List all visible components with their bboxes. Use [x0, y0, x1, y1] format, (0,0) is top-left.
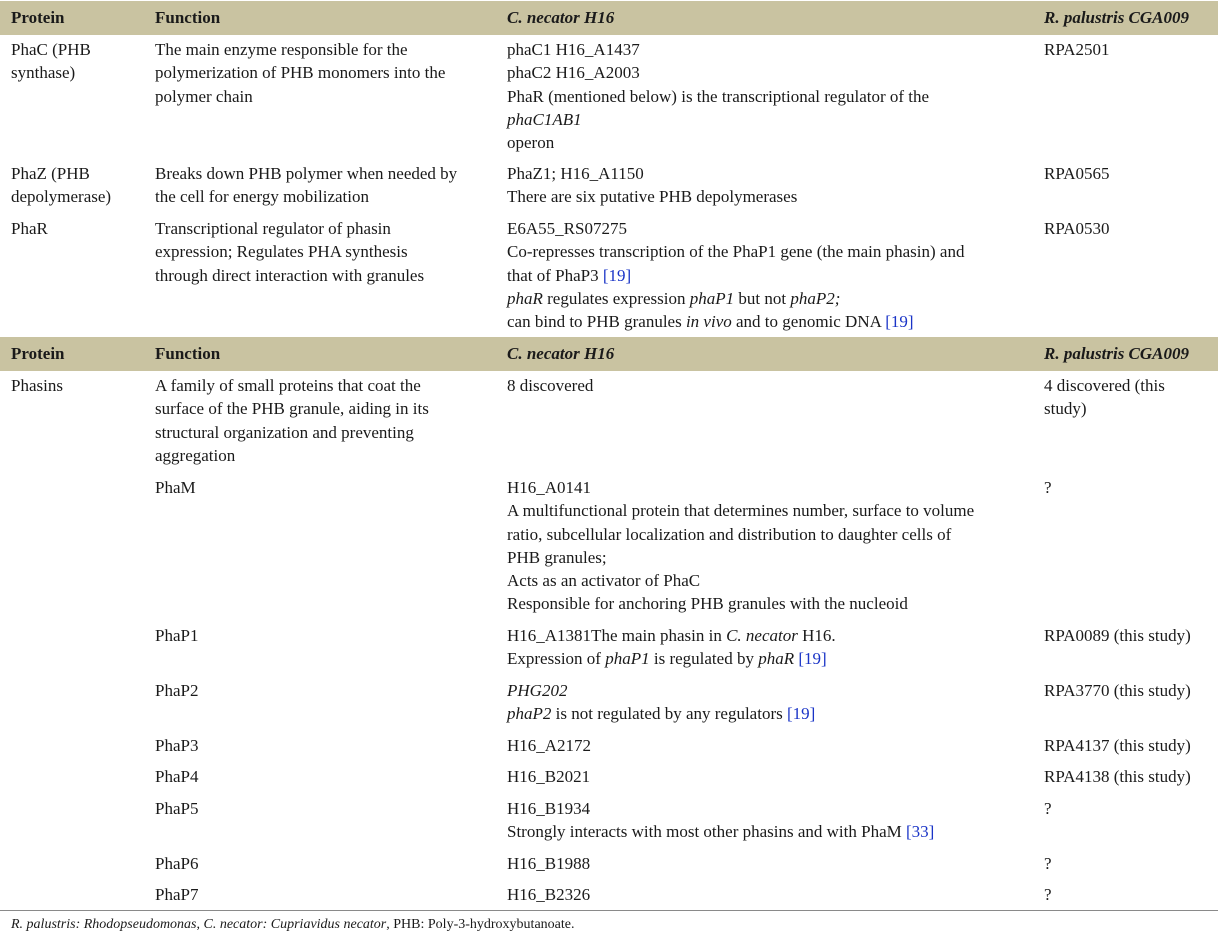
header-c-necator: C. necator H16	[507, 8, 615, 27]
cell-function-phaz: Breaks down PHB polymer when needed by the cell for energy mobilization	[155, 164, 458, 207]
cell-rpalustris-phaz: RPA0565	[1044, 164, 1110, 183]
cell-function-phasins: A family of small proteins that coat the surface of the PHB granule, aiding in its structural organization and preventing aggregation	[155, 376, 429, 465]
cell-protein-phar: PhaR	[11, 219, 48, 238]
cell-rpalustris-phap4: RPA4138 (this study)	[1044, 767, 1191, 786]
cell-rpalustris-phap3: RPA4137 (this study)	[1044, 736, 1191, 755]
cell-protein-phaz: PhaZ (PHB depolymerase)	[11, 164, 112, 207]
citation-link[interactable]: [19]	[798, 649, 827, 669]
cell-function-phap4: PhaP4	[155, 767, 199, 786]
cell-rpalustris-pham: ?	[1044, 478, 1052, 497]
table-header-repeat	[0, 337, 1218, 371]
cell-rpalustris-phasins: 4 discovered (this study)	[1044, 376, 1165, 419]
header-protein: Protein	[11, 8, 65, 27]
citation-link[interactable]: [33]	[906, 822, 935, 842]
header-c-necator: C. necator H16	[507, 344, 615, 363]
cell-function-phap3: PhaP3	[155, 736, 199, 755]
cell-protein-phasins: Phasins	[11, 376, 63, 395]
header-protein: Protein	[11, 344, 65, 363]
cell-rpalustris-phar: RPA0530	[1044, 219, 1110, 238]
citation-link[interactable]: [19]	[885, 312, 914, 332]
cell-cnecator-phap6: H16_B1988	[507, 854, 591, 873]
cell-rpalustris-phap7: ?	[1044, 885, 1052, 904]
cell-function-pham: PhaM	[155, 478, 196, 497]
cell-rpalustris-phap2: RPA3770 (this study)	[1044, 681, 1191, 700]
header-function: Function	[155, 8, 221, 27]
cell-function-phap1: PhaP1	[155, 626, 199, 645]
cell-cnecator-pham: H16_A0141 A multifunctional protein that determines number, surface to volume ratio, subcellular localization and distribution to daughter cells of PHB granules; Acts as an activator of PhaC Responsible for anchoring PHB granules with the nucleoid	[507, 478, 975, 614]
cell-cnecator-phap7: H16_B2326	[507, 885, 591, 904]
cell-cnecator-phap5: H16_B1934 Strongly interacts with most other phasins and with PhaM [33]	[507, 799, 935, 842]
cell-cnecator-phaz: PhaZ1; H16_A1150 There are six putative PHB depolymerases	[507, 164, 798, 207]
cell-rpalustris-phap5: ?	[1044, 799, 1052, 818]
header-r-palustris: R. palustris CGA009	[1044, 344, 1190, 363]
cell-cnecator-phac: phaC1 H16_A1437 phaC2 H16_A2003 PhaR (mentioned below) is the transcriptional regulator of the phaC1AB1 operon	[507, 40, 930, 153]
cell-cnecator-phap1: H16_A1381The main phasin in C. necator H16. Expression of phaP1 is regulated by phaR [19]	[507, 626, 836, 669]
cell-function-phap2: PhaP2	[155, 681, 199, 700]
header-function: Function	[155, 344, 221, 363]
cell-cnecator-phasins: 8 discovered	[507, 376, 594, 395]
cell-cnecator-phap2: PHG202 phaP2 is not regulated by any regulators [19]	[507, 681, 816, 724]
cell-function-phap7: PhaP7	[155, 885, 199, 904]
cell-cnecator-phap3: H16_A2172	[507, 736, 592, 755]
citation-link[interactable]: [19]	[602, 265, 632, 285]
table-header	[0, 1, 1218, 35]
cell-cnecator-phap4: H16_B2021	[507, 767, 591, 786]
cell-rpalustris-phac: RPA2501	[1044, 40, 1110, 59]
cell-rpalustris-phap1: RPA0089 (this study)	[1044, 626, 1191, 645]
cell-protein-phac: PhaC (PHB synthase)	[11, 40, 91, 83]
header-r-palustris: R. palustris CGA009	[1044, 8, 1190, 27]
cell-function-phap5: PhaP5	[155, 799, 199, 818]
citation-link[interactable]: [19]	[786, 704, 816, 724]
cell-rpalustris-phap6: ?	[1044, 854, 1052, 873]
table-footnote: R. palustris: Rhodopseudomonas, C. necator: Cupriavidus necator, PHB: Poly-3-hydroxybutanoate.	[11, 917, 575, 932]
cell-function-phac: The main enzyme responsible for the polymerization of PHB monomers into the polymer chain	[155, 40, 446, 106]
cell-function-phap6: PhaP6	[155, 854, 199, 873]
cell-function-phar: Transcriptional regulator of phasin expression; Regulates PHA synthesis through direct interaction with granules	[155, 219, 425, 285]
cell-cnecator-phar: E6A55_RS07275 Co-represses transcription of the PhaP1 gene (the main phasin) and that of PhaP3 [19] phaR regulates expression phaP1 but not phaP2; can bind to PHB granules in vivo and to genomic DNA [19]	[507, 219, 965, 332]
table-bottom-rule	[0, 910, 1218, 911]
